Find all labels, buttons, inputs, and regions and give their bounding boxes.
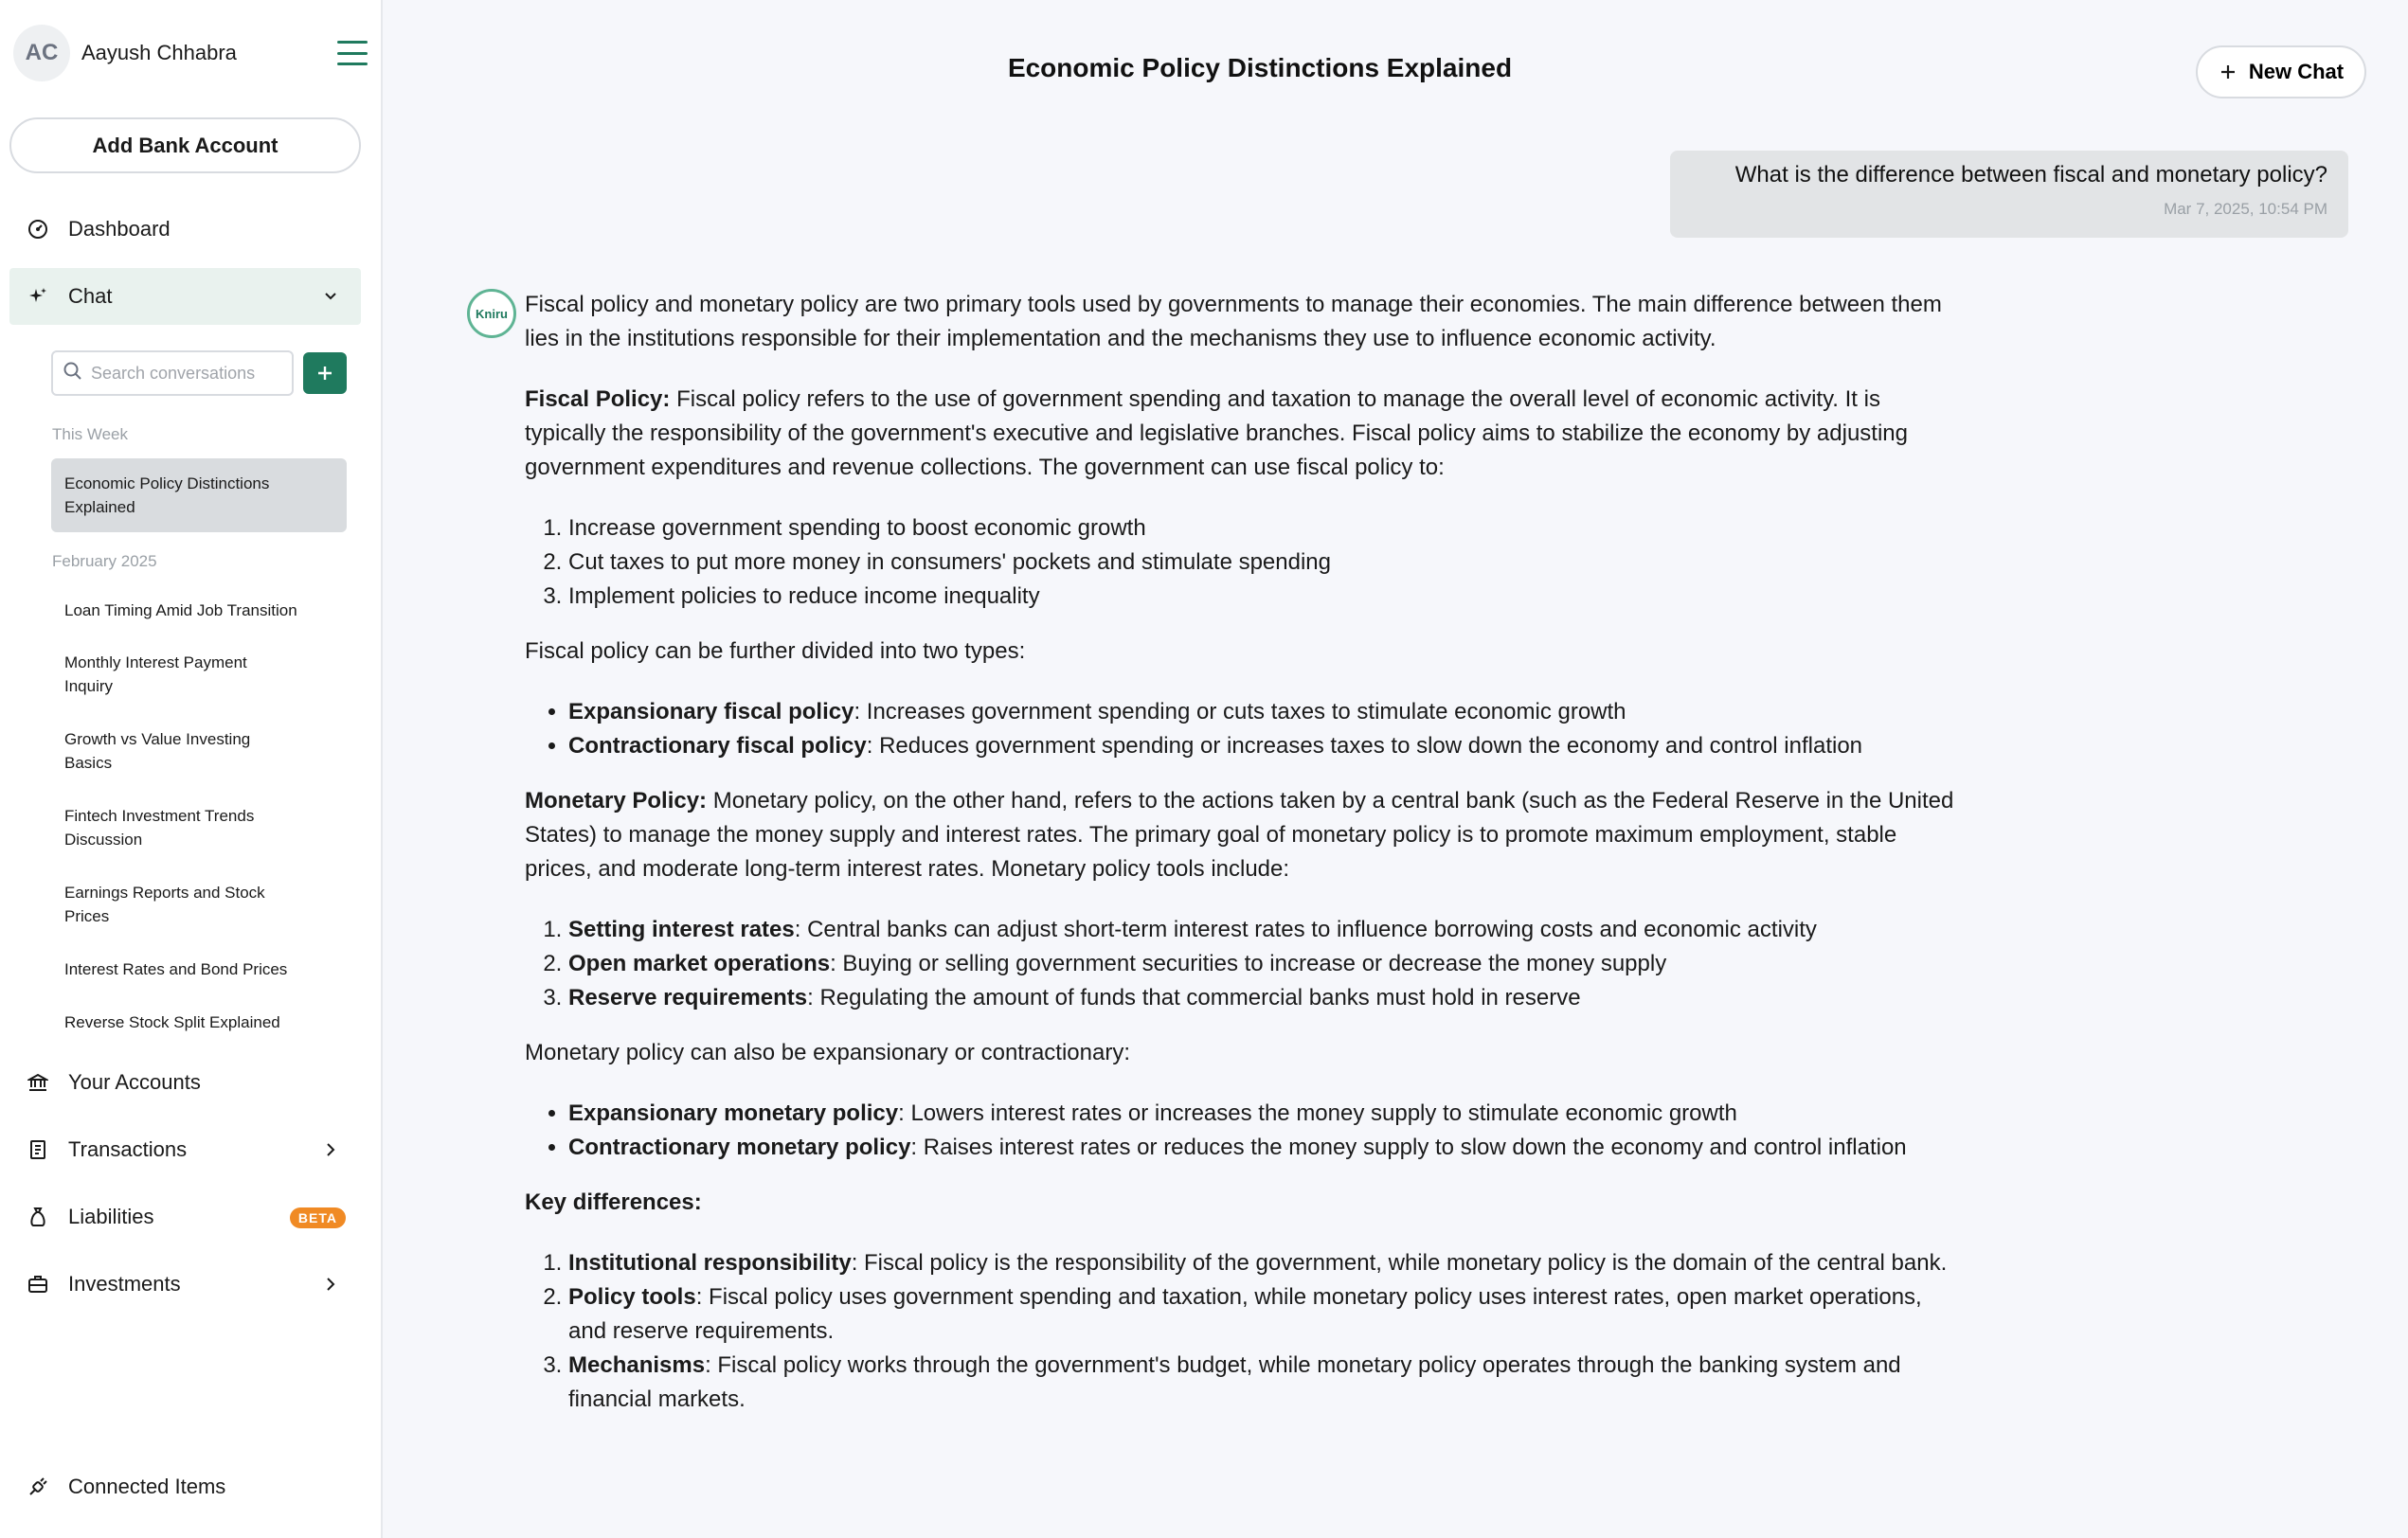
sidebar-item-liabilities[interactable] xyxy=(9,1189,361,1245)
chevron-down-icon[interactable] xyxy=(319,285,342,308)
user-message-bubble xyxy=(1670,151,2348,238)
search-conversations[interactable] xyxy=(51,350,294,396)
user-message-text: What is the difference between fiscal and monetary policy? xyxy=(1734,162,2327,188)
plus-icon xyxy=(2219,63,2237,81)
monetary-tools-list xyxy=(525,913,1955,1015)
list-item: 1. Institutional responsibility: Fiscal policy is the responsibility of the government, while monetary policy is the domain of the central bank. xyxy=(568,1246,1955,1280)
list-item: 1. Setting interest rates: Central banks can adjust short-term interest rates to influence borrowing costs and economic activity xyxy=(568,913,1955,947)
sidebar-item-transactions[interactable] xyxy=(9,1121,361,1178)
list-item: 1. Increase government spending to boost economic growth xyxy=(568,511,1955,545)
monetary-types-list xyxy=(525,1097,1955,1165)
conversation-item[interactable]: Monthly Interest Payment Inquiry xyxy=(64,653,247,695)
new-chat-label: New Chat xyxy=(2248,60,2345,83)
chevron-right-icon[interactable] xyxy=(319,1273,342,1296)
list-item: • Contractionary fiscal policy: Reduces government spending or increases taxes to slow down the economy and control inflation xyxy=(568,729,1955,763)
briefcase-icon xyxy=(27,1273,49,1296)
sidebar-item-investments[interactable] xyxy=(9,1256,361,1313)
key-differences-heading: Key differences: xyxy=(525,1189,702,1215)
search-icon xyxy=(63,361,83,386)
new-conversation-button[interactable] xyxy=(303,352,347,394)
sidebar-item-chat[interactable] xyxy=(9,268,361,325)
response-intro: Fiscal policy and monetary policy are two primary tools used by governments to manage their economies. The main difference between them lies in the institutions responsible for their implementation and the mechanisms they use to influence economic activity. xyxy=(525,292,1942,351)
sidebar-item-label: Dashboard xyxy=(68,217,171,241)
conversation-item[interactable]: Growth vs Value Investing Basics xyxy=(64,730,251,772)
fiscal-policy-paragraph: Fiscal Policy: Fiscal policy refers to the use of government spending and taxation to manage the overall level of economic activity. It is typically the responsibility of the government's executive and legislative branches. Fiscal policy aims to stabilize the economy by adjusting government expenditures and revenue collections. The government can use fiscal policy to: xyxy=(525,386,1908,480)
dashboard-icon xyxy=(27,218,49,241)
fiscal-types-list xyxy=(525,695,1955,763)
page-title: Economic Policy Distinctions Explained xyxy=(1007,53,1513,82)
sidebar-item-your-accounts[interactable] xyxy=(9,1054,361,1111)
sidebar-item-connected-items[interactable] xyxy=(9,1458,361,1515)
sidebar-item-label: Liabilities xyxy=(68,1205,154,1228)
add-bank-account-button[interactable]: Add Bank Account xyxy=(9,117,361,173)
sidebar xyxy=(0,0,383,1538)
user-profile[interactable] xyxy=(13,24,368,82)
menu-icon[interactable] xyxy=(337,41,368,65)
group-label-february: February 2025 xyxy=(52,552,157,570)
conversation-item[interactable]: Earnings Reports and Stock Prices xyxy=(64,884,265,925)
list-item: 2. Policy tools: Fiscal policy uses government spending and taxation, while monetary policy uses interest rates, open market operations, and reserve requirements. xyxy=(568,1280,1955,1349)
assistant-avatar: Kniru xyxy=(467,289,516,338)
sidebar-item-label: Investments xyxy=(68,1272,181,1296)
fiscal-types-intro: Fiscal policy can be further divided into two types: xyxy=(525,638,1026,664)
sidebar-item-label: Connected Items xyxy=(68,1475,226,1498)
conversation-item[interactable]: Reverse Stock Split Explained xyxy=(64,1013,280,1031)
list-item: 3. Implement policies to reduce income inequality xyxy=(568,580,1955,614)
receipt-icon xyxy=(27,1138,49,1161)
list-item: 3. Mechanisms: Fiscal policy works through the government's budget, while monetary policy operates through the banking system and financial markets. xyxy=(568,1349,1955,1417)
list-item: 2. Open market operations: Buying or selling government securities to increase or decrease the money supply xyxy=(568,947,1955,981)
bank-icon xyxy=(27,1071,49,1094)
list-item: 2. Cut taxes to put more money in consumers' pockets and stimulate spending xyxy=(568,545,1955,580)
conversation-item-selected[interactable]: Economic Policy Distinctions Explained xyxy=(51,458,347,532)
sidebar-item-label: Chat xyxy=(68,284,113,308)
sparkle-icon xyxy=(27,285,49,308)
plus-icon xyxy=(315,364,334,383)
fiscal-policy-list xyxy=(525,511,1955,614)
conversation-item[interactable]: Interest Rates and Bond Prices xyxy=(64,960,288,978)
sidebar-item-dashboard[interactable] xyxy=(9,201,361,258)
key-differences-list xyxy=(525,1246,1955,1417)
list-item: • Contractionary monetary policy: Raises interest rates or reduces the money supply to slow down the economy and control inflation xyxy=(568,1131,1955,1165)
chevron-right-icon[interactable] xyxy=(319,1138,342,1161)
plug-icon xyxy=(27,1475,49,1498)
beta-badge: BETA xyxy=(290,1207,346,1228)
conversation-item[interactable]: Loan Timing Amid Job Transition xyxy=(64,601,297,619)
list-item: • Expansionary monetary policy: Lowers interest rates or increases the money supply to stimulate economic growth xyxy=(568,1097,1955,1131)
assistant-response xyxy=(525,288,1955,1438)
sidebar-item-label: Your Accounts xyxy=(68,1070,201,1094)
monetary-policy-paragraph: Monetary Policy: Monetary policy, on the other hand, refers to the actions taken by a central bank (such as the Federal Reserve in the United States) to manage the money supply and interest rates. The primary goal of monetary policy is to promote maximum employment, stable prices, and moderate long-term interest rates. Monetary policy tools include: xyxy=(525,788,1954,882)
money-bag-icon xyxy=(27,1206,49,1228)
user-name: Aayush Chhabra xyxy=(81,41,237,64)
monetary-types-intro: Monetary policy can also be expansionary or contractionary: xyxy=(525,1040,1130,1065)
list-item: • Expansionary fiscal policy: Increases government spending or cuts taxes to stimulate economic growth xyxy=(568,695,1955,729)
list-item: 3. Reserve requirements: Regulating the amount of funds that commercial banks must hold in reserve xyxy=(568,981,1955,1015)
chat-main xyxy=(385,0,2408,1538)
new-chat-button[interactable] xyxy=(2196,45,2366,98)
search-input[interactable] xyxy=(91,364,280,384)
message-timestamp: Mar 7, 2025, 10:54 PM xyxy=(2164,200,2327,218)
sidebar-item-label: Transactions xyxy=(68,1137,188,1161)
group-label-this-week: This Week xyxy=(52,425,128,443)
conversation-item[interactable]: Fintech Investment Trends Discussion xyxy=(64,807,255,849)
avatar: AC xyxy=(13,25,70,81)
